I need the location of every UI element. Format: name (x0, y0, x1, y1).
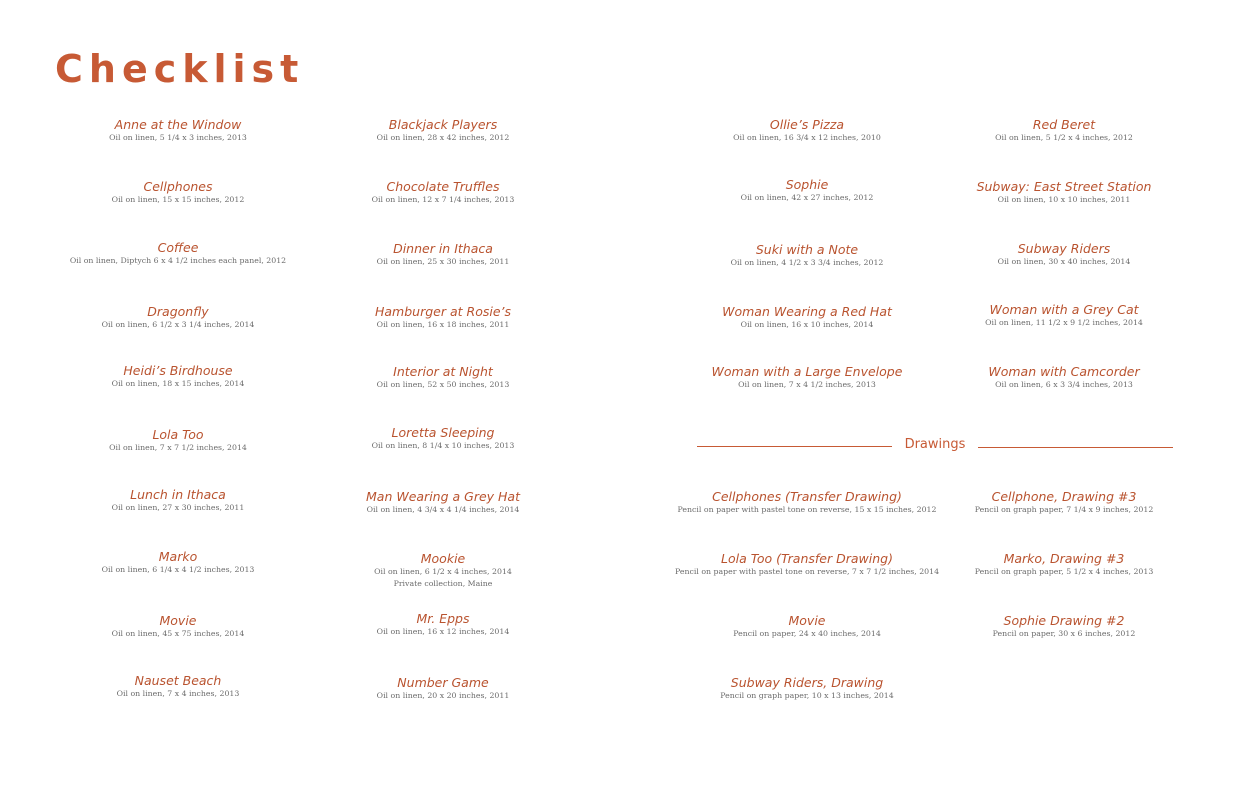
checklist-entry (662, 242, 952, 269)
artwork-details: Oil on linen, 42 x 27 inches, 2012 (740, 193, 874, 202)
artwork-details: Oil on linen, 45 x 75 inches, 2014 (111, 629, 245, 638)
artwork-title: Loretta Sleeping (391, 425, 495, 440)
artwork-details: Oil on linen, 52 x 50 inches, 2013 (376, 380, 510, 389)
checklist-entry (662, 364, 952, 391)
checklist-entry (298, 551, 588, 590)
checklist-entry (919, 179, 1209, 206)
checklist-entry (298, 117, 588, 144)
artwork-title: Lola Too (Transfer Drawing) (721, 551, 893, 566)
artwork-title: Suki with a Note (755, 242, 859, 257)
checklist-entry (662, 551, 952, 578)
artwork-details: Oil on linen, 11 1/2 x 9 1/2 inches, 2014 (985, 318, 1143, 327)
checklist-entry (662, 675, 952, 702)
artwork-details: Oil on linen, 12 x 7 1/4 inches, 2013 (371, 195, 515, 204)
artwork-details: Oil on linen, 4 3/4 x 4 1/4 inches, 2014 (366, 505, 520, 514)
artwork-details: Oil on linen, 16 3/4 x 12 inches, 2010 (733, 133, 881, 142)
artwork-details: Oil on linen, 27 x 30 inches, 2011 (111, 503, 245, 512)
checklist-entry (298, 611, 588, 638)
checklist-entry (33, 427, 323, 454)
artwork-details: Pencil on graph paper, 5 1/2 x 4 inches, 2013 (974, 567, 1154, 576)
artwork-title: Anne at the Window (114, 117, 242, 132)
artwork-title: Man Wearing a Grey Hat (366, 489, 520, 504)
artwork-details: Pencil on graph paper, 10 x 13 inches, 2014 (720, 691, 894, 700)
artwork-title: Movie (788, 613, 826, 628)
artwork-title: Marko (158, 549, 198, 564)
artwork-title: Woman with Camcorder (988, 364, 1140, 379)
artwork-title: Ollie’s Pizza (769, 117, 845, 132)
artwork-details: Oil on linen, 5 1/4 x 3 inches, 2013 (109, 133, 247, 142)
checklist-entry (919, 117, 1209, 144)
artwork-details: Oil on linen, 7 x 7 1/2 inches, 2014 (109, 443, 247, 452)
artwork-details: Oil on linen, 8 1/4 x 10 inches, 2013 (371, 441, 515, 450)
artwork-title: Lola Too (152, 427, 204, 442)
checklist-entry (298, 675, 588, 702)
checklist-entry (662, 613, 952, 640)
checklist-entry (662, 177, 952, 204)
checklist-entry (33, 363, 323, 390)
artwork-title: Woman with a Large Envelope (711, 364, 903, 379)
checklist-entry (298, 489, 588, 516)
artwork-details: Oil on linen, 6 1/2 x 3 1/4 inches, 2014 (101, 320, 255, 329)
artwork-details: Oil on linen, 16 x 10 inches, 2014 (740, 320, 874, 329)
artwork-title: Chocolate Truffles (386, 179, 500, 194)
artwork-title: Woman Wearing a Red Hat (722, 304, 892, 319)
checklist-entry (33, 240, 323, 267)
artwork-details: Oil on linen, 5 1/2 x 4 inches, 2012 (995, 133, 1133, 142)
artwork-title: Dinner in Ithaca (393, 241, 493, 256)
checklist-entry (919, 241, 1209, 268)
artwork-details: Pencil on paper, 30 x 6 inches, 2012 (992, 629, 1136, 638)
drawings-divider-right (978, 447, 1173, 448)
artwork-title: Subway: East Street Station (976, 179, 1152, 194)
artwork-details: Pencil on paper with pastel tone on reverse, 15 x 15 inches, 2012 (677, 505, 937, 514)
artwork-details: Oil on linen, 6 x 3 3/4 inches, 2013 (995, 380, 1133, 389)
artwork-details: Oil on linen, 30 x 40 inches, 2014 (997, 257, 1131, 266)
artwork-details: Oil on linen, 7 x 4 1/2 inches, 2013 (738, 380, 876, 389)
artwork-title: Subway Riders (1017, 241, 1111, 256)
artwork-title: Lunch in Ithaca (130, 487, 226, 502)
checklist-entry (33, 549, 323, 576)
checklist-entry (662, 304, 952, 331)
artwork-title: Dragonfly (147, 304, 209, 319)
artwork-title: Woman with a Grey Cat (989, 302, 1139, 317)
artwork-title: Coffee (157, 240, 199, 255)
checklist-entry (33, 487, 323, 514)
artwork-title: Cellphone, Drawing #3 (991, 489, 1137, 504)
checklist-entry (919, 302, 1209, 329)
artwork-details: Oil on linen, 4 1/2 x 3 3/4 inches, 2012 (730, 258, 884, 267)
checklist-entry (919, 551, 1209, 578)
artwork-details: Pencil on paper, 24 x 40 inches, 2014 (733, 629, 881, 638)
checklist-entry (33, 304, 323, 331)
artwork-title: Movie (159, 613, 197, 628)
artwork-details: Oil on linen, 6 1/2 x 4 inches, 2014 (374, 567, 512, 576)
artwork-title: Subway Riders, Drawing (730, 675, 884, 690)
artwork-details: Oil on linen, 16 x 12 inches, 2014 (376, 627, 510, 636)
artwork-title: Marko, Drawing #3 (1003, 551, 1125, 566)
artwork-details: Oil on linen, 18 x 15 inches, 2014 (111, 379, 245, 388)
artwork-title: Interior at Night (393, 364, 493, 379)
artwork-title: Heidi’s Birdhouse (123, 363, 233, 378)
artwork-title: Hamburger at Rosie’s (375, 304, 511, 319)
checklist-entry (298, 304, 588, 331)
checklist-entry (662, 489, 952, 516)
artwork-title: Mookie (420, 551, 466, 566)
artwork-details: Oil on linen, Diptych 6 x 4 1/2 inches each panel, 2012 (69, 256, 287, 265)
artwork-title: Red Beret (1032, 117, 1096, 132)
checklist-entry (919, 613, 1209, 640)
checklist-entry (298, 241, 588, 268)
checklist-entry (33, 117, 323, 144)
artwork-details: Pencil on graph paper, 7 1/4 x 9 inches, 2012 (974, 505, 1154, 514)
artwork-title: Blackjack Players (388, 117, 498, 132)
artwork-title: Cellphones (143, 179, 213, 194)
drawings-heading: Drawings (904, 437, 966, 452)
checklist-entry (919, 489, 1209, 516)
checklist-entry (298, 425, 588, 452)
checklist-entry (33, 613, 323, 640)
artwork-title: Sophie Drawing #2 (1003, 613, 1125, 628)
checklist-entry (919, 364, 1209, 391)
artwork-details: Oil on linen, 6 1/4 x 4 1/2 inches, 2013 (101, 565, 255, 574)
artwork-details: Oil on linen, 25 x 30 inches, 2011 (376, 257, 510, 266)
artwork-details: Oil on linen, 15 x 15 inches, 2012 (111, 195, 245, 204)
page-title: Checklist (55, 47, 305, 91)
artwork-title: Sophie (785, 177, 829, 192)
artwork-title: Cellphones (Transfer Drawing) (712, 489, 902, 504)
artwork-note: Private collection, Maine (393, 579, 493, 588)
artwork-details: Oil on linen, 16 x 18 inches, 2011 (376, 320, 510, 329)
checklist-entry (33, 673, 323, 700)
artwork-details: Pencil on paper with pastel tone on reverse, 7 x 7 1/2 inches, 2014 (674, 567, 940, 576)
checklist-entry (33, 179, 323, 206)
artwork-details: Oil on linen, 28 x 42 inches, 2012 (376, 133, 510, 142)
artwork-details: Oil on linen, 10 x 10 inches, 2011 (997, 195, 1131, 204)
artwork-title: Number Game (397, 675, 489, 690)
drawings-divider-left (697, 446, 892, 447)
artwork-title: Nauset Beach (134, 673, 222, 688)
artwork-details: Oil on linen, 20 x 20 inches, 2011 (376, 691, 510, 700)
artwork-details: Oil on linen, 7 x 4 inches, 2013 (116, 689, 240, 698)
artwork-title: Mr. Epps (416, 611, 470, 626)
checklist-entry (298, 179, 588, 206)
checklist-entry (298, 364, 588, 391)
checklist-entry (662, 117, 952, 144)
